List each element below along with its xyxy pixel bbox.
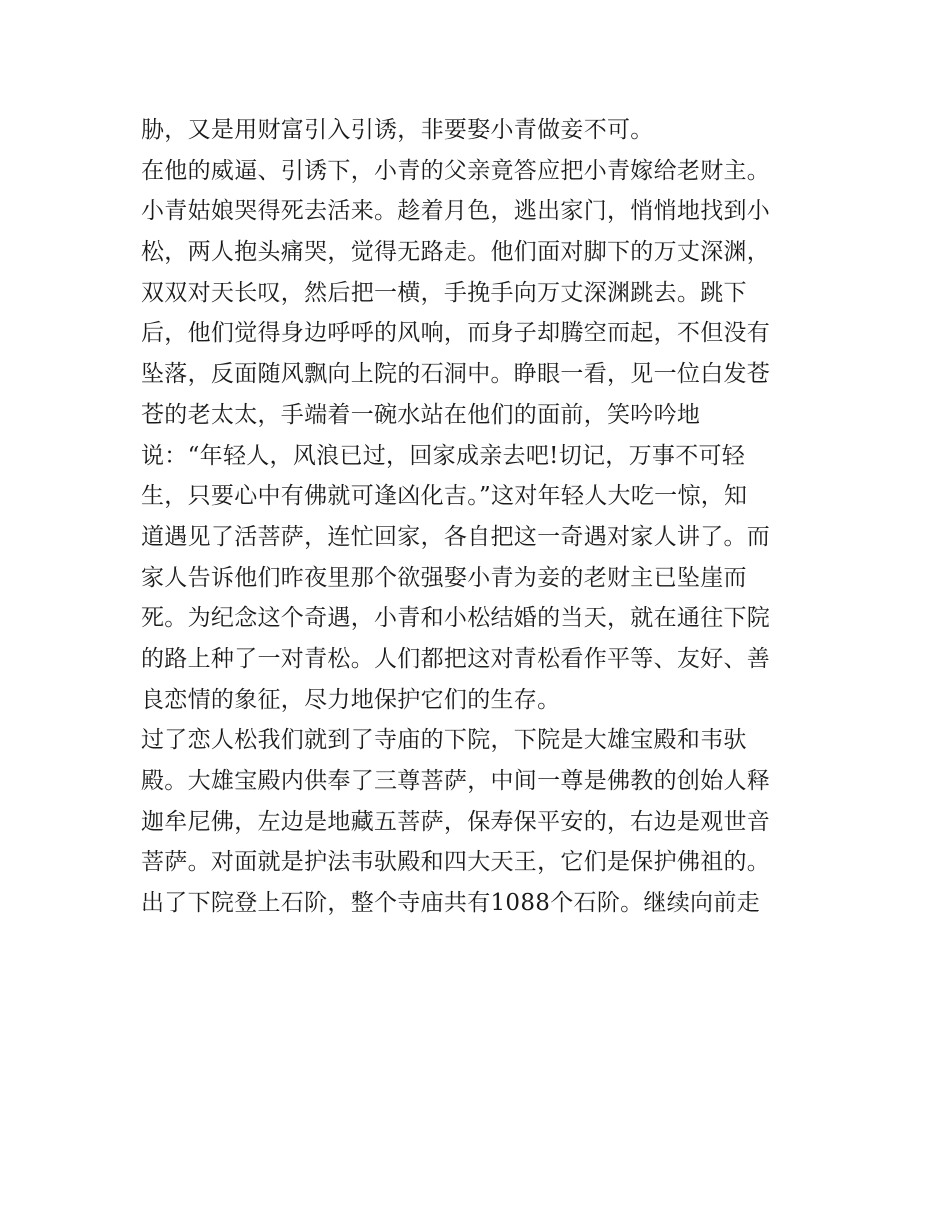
text-line: 死。为纪念这个奇遇，小青和小松结婚的当天，就在通往下院 (141, 605, 771, 632)
text-line: 过了恋人松我们就到了寺庙的下院，下院是大雄宝殿和韦驮 (141, 727, 747, 754)
text-line: 道遇见了活菩萨，连忙回家，各自把这一奇遇对家人讲了。而 (141, 523, 771, 550)
text-line: 家人告诉他们昨夜里那个欲强娶小青为妾的老财主已坠崖而 (141, 564, 747, 591)
text-line: 小青姑娘哭得死去活来。趁着月色，逃出家门，悄悄地找到小 (141, 198, 771, 225)
body-text (141, 110, 821, 924)
text-line: 说：“年轻人，风浪已过，回家成亲去吧!切记，万事不可轻 (141, 442, 746, 469)
text-line: 苍的老太太，手端着一碗水站在他们的面前，笑吟吟地 (141, 401, 701, 428)
text-line: 双双对天长叹，然后把一横，手挽手向万丈深渊跳去。跳下 (141, 279, 747, 306)
text-line: 迦牟尼佛，左边是地藏五菩萨，保寿保平安的，右边是观世音 (141, 808, 771, 835)
text-line: 殿。大雄宝殿内供奉了三尊菩萨，中间一尊是佛教的创始人释 (141, 768, 771, 794)
text-line: 后，他们觉得身边呼呼的风响，而身子却腾空而起，不但没有 (141, 320, 771, 347)
text-line: 胁，又是用财富引入引诱，非要娶小青做妾不可。 (141, 117, 654, 143)
text-line: 菩萨。对面就是护法韦驮殿和四大天王，它们是保护佛祖的。 (141, 849, 771, 876)
text-line: 生，只要心中有佛就可逢凶化吉。”这对年轻人大吃一惊，知 (141, 483, 748, 510)
text-line: 的路上种了一对青松。人们都把这对青松看作平等、友好、善 (141, 645, 771, 672)
text-line: 良恋情的象征，尽力地保护它们的生存。 (141, 686, 561, 713)
text-line: 松，两人抱头痛哭，觉得无路走。他们面对脚下的万丈深渊， (141, 239, 771, 266)
text-line: 在他的威逼、引诱下，小青的父亲竟答应把小青嫁给老财主。 (141, 157, 771, 184)
text-line: 坠落，反面随风飘向上院的石洞中。睁眼一看，见一位白发苍 (141, 361, 771, 388)
text-line: 出了下院登上石阶，整个寺庙共有1088个石阶。继续向前走 (141, 890, 760, 917)
